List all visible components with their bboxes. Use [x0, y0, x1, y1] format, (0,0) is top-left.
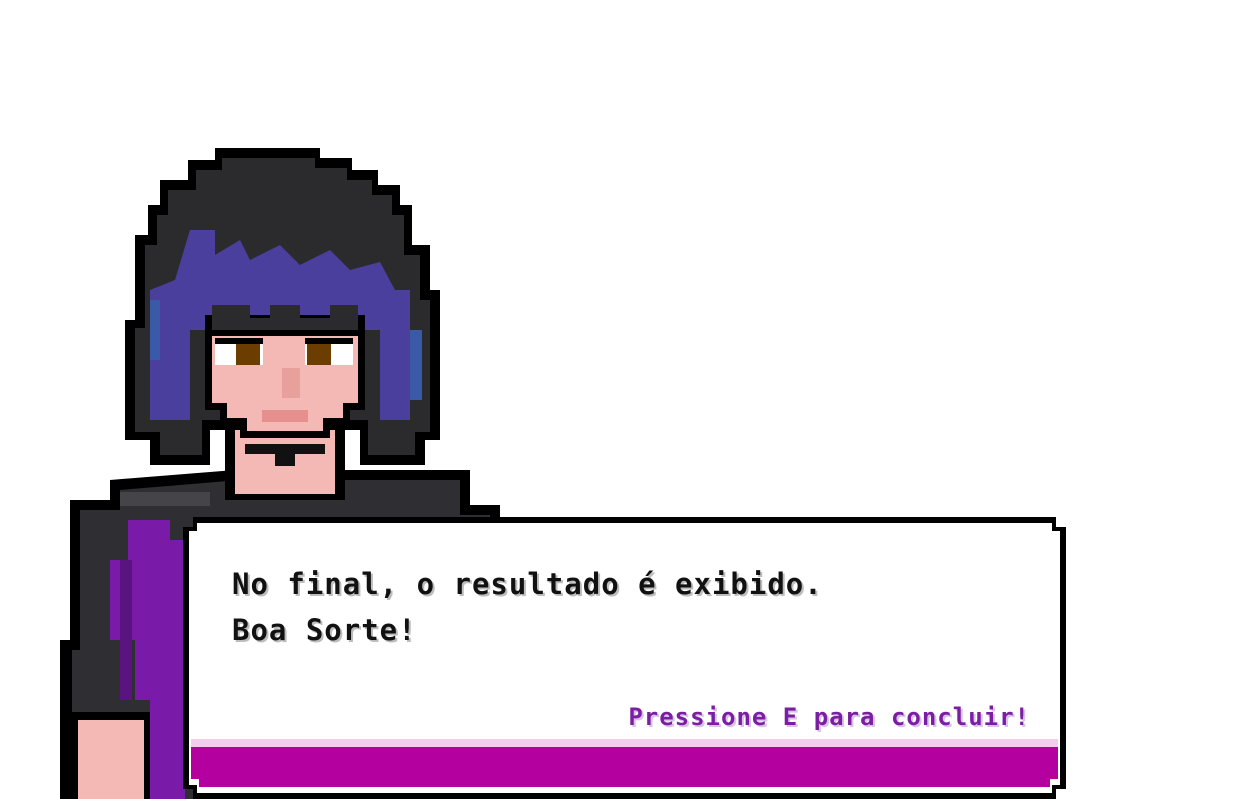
- character-mouth: [262, 410, 308, 422]
- character-neck: [225, 430, 345, 500]
- character-arm: [68, 712, 150, 799]
- dialog-bar: [191, 747, 1058, 787]
- dialog-line-1: No final, o resultado é exibido.: [232, 567, 823, 601]
- continue-prompt[interactable]: Pressione E para concluir!: [628, 703, 1030, 731]
- dialog-line-2: Boa Sorte!: [232, 613, 417, 647]
- dialog-bar-highlight: [191, 739, 1058, 747]
- character-nose: [282, 368, 300, 398]
- dialog-box[interactable]: [183, 517, 1066, 799]
- dialog-frame: [183, 517, 1066, 799]
